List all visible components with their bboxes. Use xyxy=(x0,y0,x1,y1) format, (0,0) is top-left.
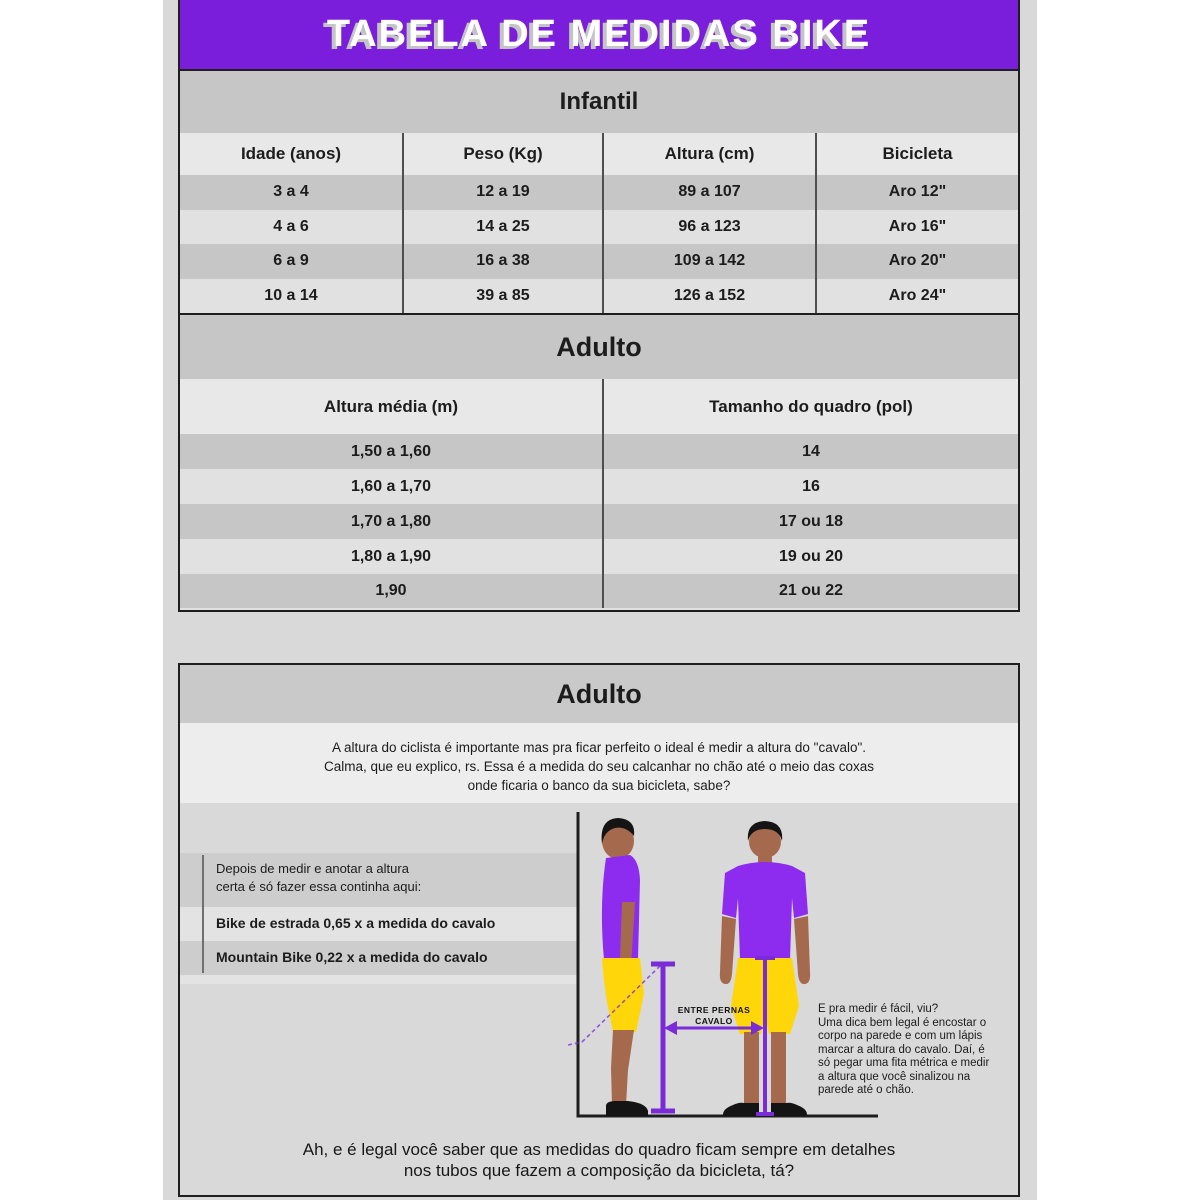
table-cell: 39 a 85 xyxy=(402,279,602,314)
table-cell: 1,60 a 1,70 xyxy=(350,477,432,495)
table-cell: 6 a 9 xyxy=(273,252,309,270)
table-cell: Aro 24" xyxy=(815,279,1018,314)
leg xyxy=(611,1030,634,1105)
shoe-right xyxy=(771,1103,807,1116)
road-bike-formula: Bike de estrada 0,65 x a medida do cavalo xyxy=(216,915,496,931)
diagram-label: ENTRE PERNAS xyxy=(677,1005,751,1015)
table-cell: 17 ou 18 xyxy=(602,504,1018,539)
guide-title: Adulto xyxy=(180,665,1018,723)
column-header: Tamanho do quadro (pol) xyxy=(602,379,1018,434)
column-header: Altura média (m) xyxy=(323,396,459,416)
infantil-header-row xyxy=(180,133,1018,175)
background-stripe xyxy=(180,975,578,984)
table-cell: Aro 20" xyxy=(815,244,1018,279)
mountain-bike-formula: Mountain Bike 0,22 x a medida do cavalo xyxy=(216,949,488,965)
table-cell: 1,70 a 1,80 xyxy=(350,512,432,530)
table-row xyxy=(180,244,1018,279)
table-cell: 21 ou 22 xyxy=(602,574,1018,608)
adulto-section-title: Adulto xyxy=(180,313,1018,379)
tip-line: só pegar uma fita métrica e medir xyxy=(818,1057,990,1069)
column-header: Altura (cm) xyxy=(602,133,815,175)
shoe xyxy=(606,1101,648,1116)
table-cell: 3 a 4 xyxy=(273,183,309,201)
tip-line: corpo na parede e com um lápis xyxy=(818,1030,983,1042)
frame-size-note-line: Ah, e é legal você saber que as medidas do quadro ficam sempre em detalhes xyxy=(302,1140,896,1159)
table-cell: Aro 12" xyxy=(815,175,1018,210)
shoe-left xyxy=(723,1103,759,1116)
frame-size-note xyxy=(180,1139,1018,1181)
table-cell: 109 a 142 xyxy=(602,244,815,279)
column-header: Idade (anos) xyxy=(240,144,342,163)
table-row xyxy=(180,279,1018,314)
table-cell: 1,50 a 1,60 xyxy=(350,442,432,460)
formula-intro-line: certa é só fazer essa continha aqui: xyxy=(216,878,422,894)
measuring-guide xyxy=(178,663,1020,1197)
diagram-label: CAVALO xyxy=(695,1016,733,1026)
table-cell: 16 a 38 xyxy=(402,244,602,279)
page-title: TABELA DE MEDIDAS BIKE xyxy=(326,13,872,55)
table-row xyxy=(180,504,1018,539)
page-title-banner xyxy=(178,0,1020,71)
table-row xyxy=(180,175,1018,210)
leg-right xyxy=(771,1032,786,1106)
guide-intro-line: A altura do ciclista é importante mas pra ficar perfeito o ideal é medir a altura do "cavalo". xyxy=(331,740,867,755)
table-row xyxy=(180,434,1018,469)
arm-left xyxy=(720,916,736,984)
table-cell: 1,80 a 1,90 xyxy=(350,547,432,565)
table-cell: 14 a 25 xyxy=(402,210,602,245)
leg-left xyxy=(744,1032,759,1106)
table-row xyxy=(180,469,1018,504)
formula-rule xyxy=(202,855,204,973)
table-row xyxy=(180,210,1018,245)
table-row xyxy=(180,539,1018,574)
inseam-measure-bar xyxy=(651,964,675,1111)
infantil-section-title: Infantil xyxy=(180,71,1018,133)
guide-intro xyxy=(180,723,1018,803)
table-cell: 126 a 152 xyxy=(602,279,815,314)
measuring-tip xyxy=(818,1003,1023,1098)
tip-line: parede até o chão. xyxy=(818,1084,914,1096)
formula-intro-line: Depois de medir e anotar a altura xyxy=(216,861,409,876)
arm-right xyxy=(794,916,810,984)
tshirt xyxy=(722,862,808,960)
adulto-header-row xyxy=(180,379,1018,434)
table-cell: 16 xyxy=(602,469,1018,504)
table-row xyxy=(180,574,1018,608)
tip-line: Uma dica bem legal é encostar o xyxy=(818,1016,987,1029)
guide-intro-line: onde ficaria o banco da sua bicicleta, sabe? xyxy=(467,778,731,793)
table-cell: 89 a 107 xyxy=(602,175,815,210)
table-cell: 4 a 6 xyxy=(273,217,309,235)
frame-size-note-line: nos tubos que fazem a composição da bicicleta, tá? xyxy=(403,1161,795,1180)
tip-line: a altura que você sinalizou na xyxy=(818,1070,971,1083)
guide-intro-line: Calma, que eu explico, rs. Essa é a medida do seu calcanhar no chão até o meio das coxas xyxy=(323,759,875,774)
formula-intro xyxy=(216,860,421,895)
table-cell: Aro 16" xyxy=(815,210,1018,245)
table-cell: 96 a 123 xyxy=(602,210,815,245)
table-cell: 10 a 14 xyxy=(264,286,318,304)
size-tables xyxy=(178,71,1020,612)
table-cell: 19 ou 20 xyxy=(602,539,1018,574)
table-cell: 12 a 19 xyxy=(402,175,602,210)
dashed-tick xyxy=(568,1042,582,1045)
cyclist-side-figure xyxy=(602,818,648,1116)
tip-line: E pra medir é fácil, viu? xyxy=(818,1003,939,1015)
column-header: Peso (Kg) xyxy=(402,133,602,175)
table-cell: 1,90 xyxy=(375,582,407,599)
tip-line: marcar a altura do cavalo. Daí, é xyxy=(818,1043,985,1056)
shorts xyxy=(602,958,644,1032)
table-cell: 14 xyxy=(602,434,1018,469)
column-header: Bicicleta xyxy=(815,133,1018,175)
